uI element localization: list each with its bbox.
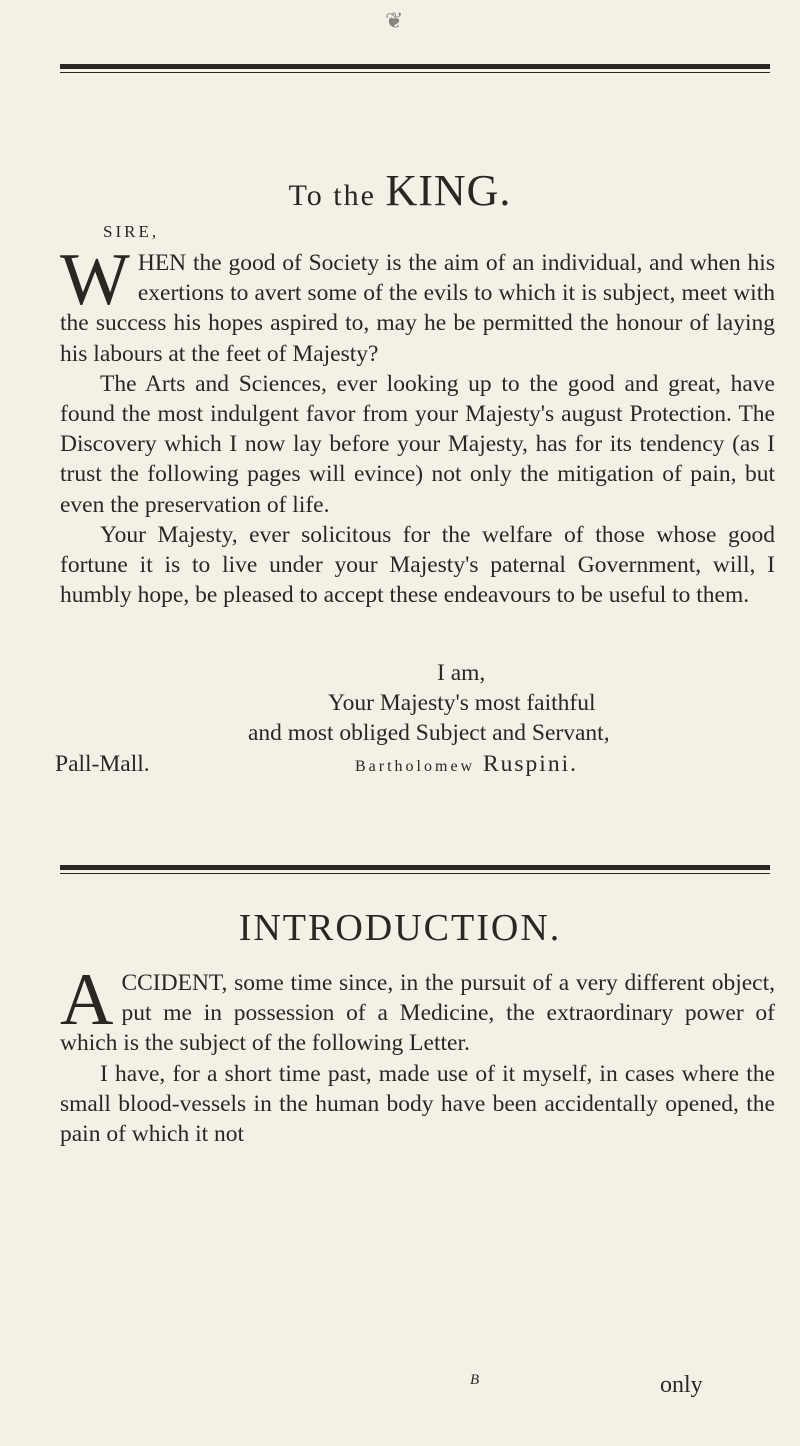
closing-i-am: I am,	[437, 660, 486, 686]
introduction-paragraph-2: I have, for a short time past, made use of it myself, in cases where the small blood-vessels in the human body have been accidentally opened, the pain of which it not	[60, 1060, 775, 1148]
place-line: Pall-Mall.	[55, 751, 150, 777]
top-ornament: ❦	[385, 8, 404, 33]
signature-first-name: Bartholomew	[355, 758, 476, 775]
dedication-body	[60, 239, 775, 610]
introduction-body	[60, 959, 775, 1149]
signature	[355, 751, 578, 778]
introduction-dropcap: A	[60, 959, 114, 1041]
closing-faithful: Your Majesty's most faithful	[328, 690, 596, 716]
dedication-heading-king: KING.	[385, 166, 512, 215]
dedication-heading-prefix: To the	[288, 179, 386, 212]
signature-mark: B	[470, 1372, 480, 1388]
dedication-heading	[0, 165, 800, 216]
catchword: only	[660, 1372, 703, 1398]
introduction-paragraph-1	[60, 959, 775, 1059]
introduction-title: INTRODUCTION.	[238, 907, 562, 949]
dedication-paragraph-2: The Arts and Sciences, ever looking up to the good and great, have found the most indulgent favor from your Majesty's august Protection. The Discovery which I now lay before your Majesty, has for its tendency (as I trust the following pages will evince) not only the mitigation of pain, but even the preservation of life.	[60, 370, 775, 518]
dedication-paragraph-1-text: HEN the good of Society is the aim of an individual, and when his exertions to avert some of the evils to which it is subject, meet with the success his hopes aspired to, may he be permitted the honour of laying his labours at the feet of Majesty?	[60, 250, 775, 367]
signature-surname: Ruspini.	[475, 751, 578, 777]
introduction-paragraph-1-text: CCIDENT, some time since, in the pursuit of a very different object, put me in possession of a Medicine, the extraordinary power of which is the subject of the following Letter.	[60, 970, 775, 1057]
closing-subject-servant: and most obliged Subject and Servant,	[248, 720, 610, 746]
section-double-rule	[60, 865, 770, 874]
salutation: SIRE,	[103, 222, 160, 241]
dedication-dropcap: W	[60, 239, 130, 321]
dedication-paragraph-3: Your Majesty, ever solicitous for the welfare of those whose good fortune it is to live under your Majesty's paternal Government, will, I humbly hope, be pleased to accept these endeavours to be useful to them.	[60, 521, 775, 609]
top-double-rule	[60, 64, 770, 73]
dedication-paragraph-1	[60, 239, 775, 369]
